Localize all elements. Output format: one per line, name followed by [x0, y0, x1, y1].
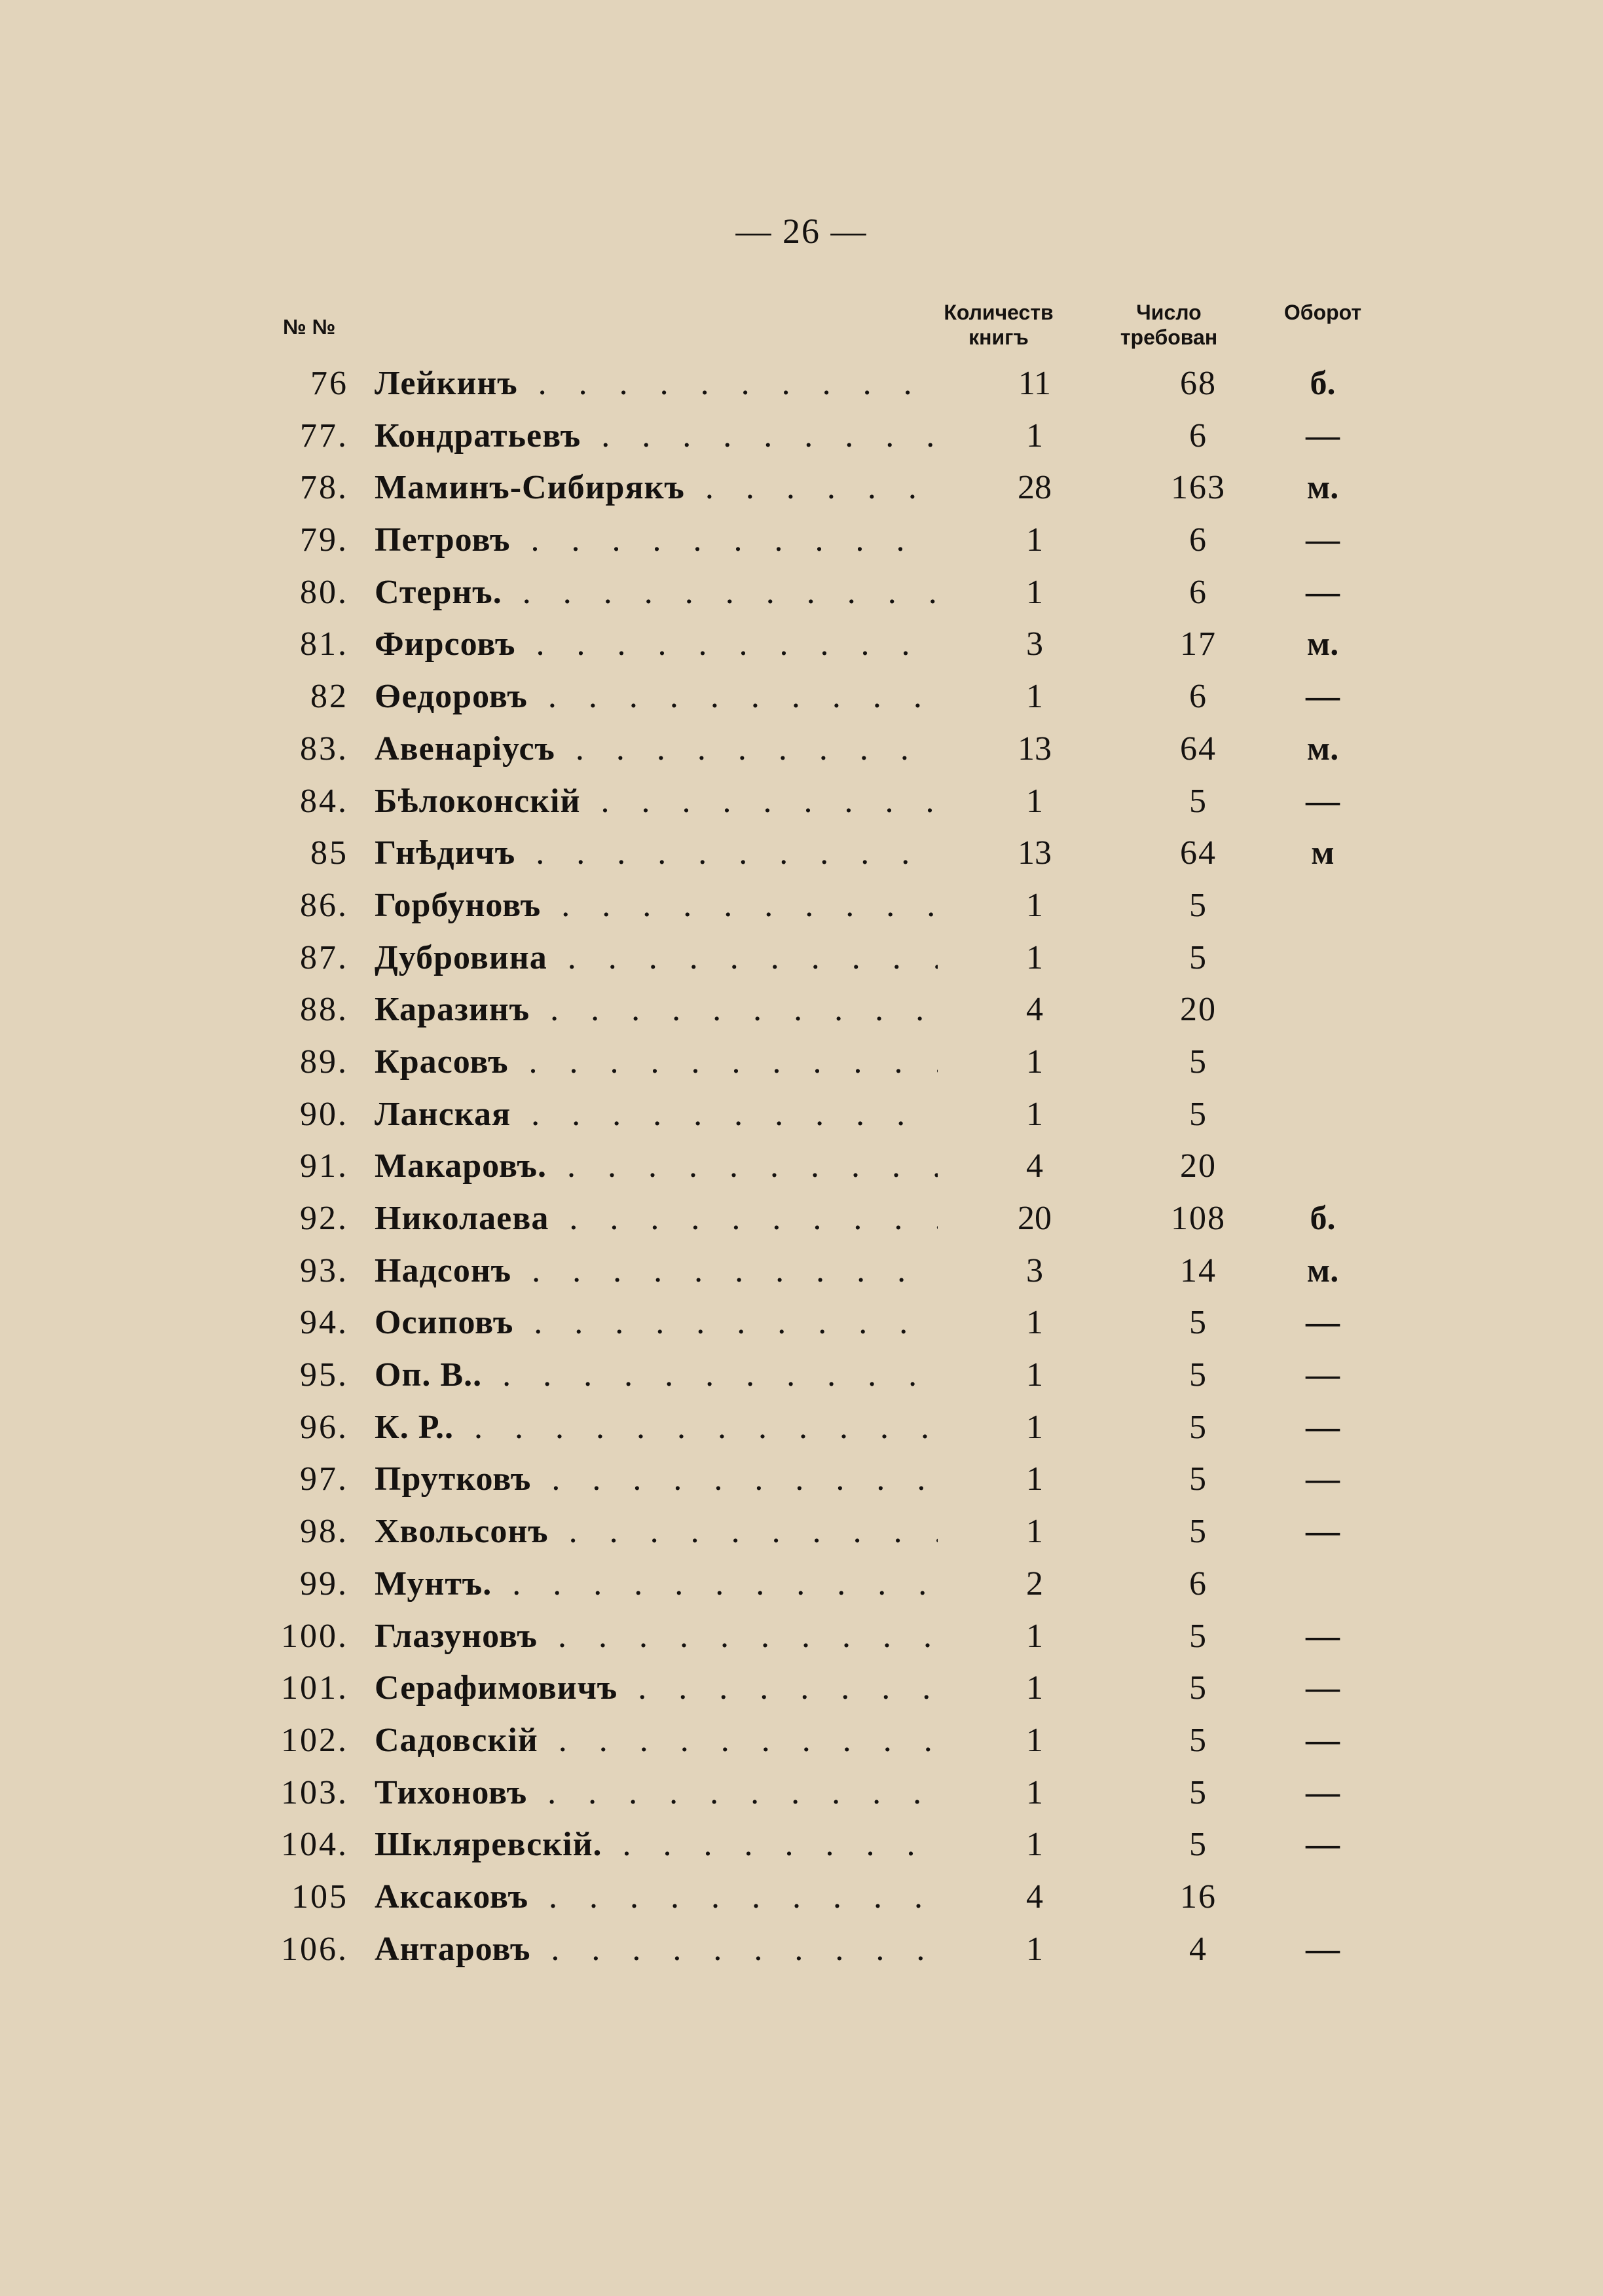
- author-name: Осиповъ . . .: [375, 1297, 938, 1349]
- book-count: 4: [1026, 1147, 1043, 1185]
- table-row: [0, 1297, 1603, 1349]
- table-row: [0, 1401, 1603, 1454]
- request-count: 5: [1189, 1617, 1207, 1655]
- entry-number: 102.: [281, 1721, 348, 1759]
- table-row: [0, 358, 1603, 410]
- turnover-mark: м.: [1306, 469, 1339, 507]
- turnover-mark: —: [1306, 1930, 1340, 1968]
- author-name: Глазуновъ . . .: [375, 1610, 938, 1663]
- entry-number: 76: [310, 365, 348, 402]
- author-name: К. Р.. . . .: [375, 1401, 938, 1454]
- author-name: Кондратьевъ . . .: [375, 410, 938, 462]
- book-count: 1: [1026, 1930, 1043, 1968]
- entry-number: 97.: [300, 1460, 348, 1498]
- table-row: [0, 514, 1603, 566]
- table-row: [0, 1036, 1603, 1088]
- entry-number: 101.: [281, 1669, 348, 1707]
- author-name: Өедоровъ . . .: [375, 671, 938, 723]
- entry-number: 93.: [300, 1251, 348, 1289]
- book-count: 1: [1026, 1669, 1043, 1707]
- author-name: Николаева . . .: [375, 1193, 938, 1245]
- author-name: Маминъ-Сибирякъ . . .: [375, 462, 938, 514]
- table-row: [0, 1140, 1603, 1193]
- entry-number: 89.: [300, 1043, 348, 1081]
- table-row: [0, 410, 1603, 462]
- request-count: 6: [1189, 573, 1207, 611]
- entry-number: 99.: [300, 1565, 348, 1602]
- entry-number: 106.: [281, 1930, 348, 1968]
- table-row: [0, 1767, 1603, 1819]
- turnover-mark: —: [1306, 1773, 1340, 1811]
- request-count: 5: [1189, 1773, 1207, 1811]
- table-row: [0, 462, 1603, 514]
- request-count: 20: [1180, 991, 1217, 1029]
- book-count: 1: [1026, 1408, 1043, 1446]
- table-row: [0, 1662, 1603, 1714]
- book-count: 11: [1018, 365, 1052, 402]
- request-count: 4: [1189, 1930, 1207, 1968]
- table-row: [0, 880, 1603, 932]
- turnover-mark: —: [1306, 1408, 1340, 1446]
- table-row: [0, 775, 1603, 828]
- author-name: Ланская . . .: [375, 1088, 938, 1141]
- table-row: [0, 1245, 1603, 1297]
- entry-number: 95.: [300, 1356, 348, 1394]
- entry-number: 94.: [300, 1304, 348, 1342]
- page-number: — 26 —: [735, 212, 868, 251]
- author-name: Бѣлоконскій . . .: [375, 775, 938, 828]
- table-row: [0, 1558, 1603, 1610]
- author-name: Садовскій . . .: [375, 1714, 938, 1767]
- request-count: 14: [1180, 1251, 1217, 1289]
- book-count: 1: [1026, 1460, 1043, 1498]
- table-row: [0, 827, 1603, 880]
- book-count: 1: [1026, 1043, 1043, 1081]
- request-count: 6: [1189, 1565, 1207, 1602]
- request-count: 6: [1189, 417, 1207, 454]
- entry-number: 82: [310, 678, 348, 716]
- book-count: 2: [1026, 1565, 1043, 1602]
- request-count: 5: [1189, 1095, 1207, 1133]
- turnover-mark: б.: [1310, 1200, 1336, 1237]
- author-name: Красовъ . . .: [375, 1036, 938, 1088]
- request-count: 5: [1189, 886, 1207, 924]
- request-count: 6: [1189, 678, 1207, 716]
- book-count: 1: [1026, 678, 1043, 716]
- turnover-mark: м.: [1306, 625, 1339, 663]
- book-count: 1: [1026, 1304, 1043, 1342]
- request-count: 5: [1189, 1669, 1207, 1707]
- author-name: Оп. В.. . . .: [375, 1349, 938, 1401]
- entry-number: 91.: [300, 1147, 348, 1185]
- entry-number: 98.: [300, 1513, 348, 1551]
- request-count: 6: [1189, 521, 1207, 559]
- request-count: 5: [1189, 1460, 1207, 1498]
- request-count: 5: [1189, 1408, 1207, 1446]
- table-row: [0, 1923, 1603, 1976]
- author-name: Гнѣдичъ . . .: [375, 827, 938, 880]
- book-count: 3: [1026, 1251, 1043, 1289]
- turnover-mark: —: [1306, 1721, 1340, 1759]
- author-name: Стернъ. . . .: [375, 566, 938, 619]
- author-name: Авенаріусъ . . .: [375, 723, 938, 775]
- request-count: 163: [1171, 469, 1226, 507]
- author-name: Шкляревскій. . . .: [375, 1819, 938, 1871]
- author-name: Мунтъ. . . .: [375, 1558, 938, 1610]
- entry-number: 81.: [300, 625, 348, 663]
- book-count: 20: [1018, 1200, 1052, 1237]
- turnover-mark: —: [1306, 1826, 1340, 1864]
- table-row: [0, 1819, 1603, 1871]
- entry-number: 105: [291, 1878, 348, 1916]
- table-row: [0, 932, 1603, 984]
- author-name: Надсонъ . . .: [375, 1245, 938, 1297]
- author-name: Аксаковъ . . .: [375, 1871, 938, 1923]
- book-count: 3: [1026, 625, 1043, 663]
- request-count: 5: [1189, 1043, 1207, 1081]
- turnover-mark: —: [1306, 678, 1340, 716]
- entry-number: 103.: [281, 1773, 348, 1811]
- book-count: 1: [1026, 886, 1043, 924]
- book-count: 1: [1026, 1773, 1043, 1811]
- request-count: 5: [1189, 1721, 1207, 1759]
- book-count: 1: [1026, 521, 1043, 559]
- request-count: 17: [1180, 625, 1217, 663]
- book-count: 13: [1018, 730, 1052, 768]
- book-count: 1: [1026, 1826, 1043, 1864]
- request-count: 5: [1189, 938, 1207, 976]
- request-count: 64: [1180, 834, 1217, 872]
- author-name: Фирсовъ . . .: [375, 618, 938, 671]
- author-name: Лейкинъ . . .: [375, 358, 938, 410]
- author-name: Серафимовичъ . . .: [375, 1662, 938, 1714]
- turnover-mark: м.: [1306, 1251, 1339, 1289]
- table-row: [0, 618, 1603, 671]
- table-row: [0, 1349, 1603, 1401]
- request-count: 108: [1171, 1200, 1226, 1237]
- table-row: [0, 566, 1603, 619]
- author-name: Макаровъ. . . .: [375, 1140, 938, 1193]
- book-count: 1: [1026, 1617, 1043, 1655]
- author-name: Хвольсонъ . . .: [375, 1506, 938, 1558]
- book-count: 1: [1026, 1095, 1043, 1133]
- turnover-mark: б.: [1310, 365, 1336, 402]
- entry-number: 87.: [300, 938, 348, 976]
- turnover-mark: —: [1306, 1460, 1340, 1498]
- table-row: [0, 1714, 1603, 1767]
- table-row: [0, 723, 1603, 775]
- header-request-count: Число требован: [1120, 301, 1218, 349]
- turnover-mark: —: [1306, 417, 1340, 454]
- entry-number: 84.: [300, 782, 348, 820]
- request-count: 5: [1189, 1513, 1207, 1551]
- entry-number: 79.: [300, 521, 348, 559]
- table-row: [0, 1506, 1603, 1558]
- entry-number: 78.: [300, 469, 348, 507]
- turnover-mark: —: [1306, 573, 1340, 611]
- entry-number: 92.: [300, 1200, 348, 1237]
- request-count: 68: [1180, 365, 1217, 402]
- header-turnover: Оборот: [1283, 301, 1362, 324]
- book-count: 1: [1026, 782, 1043, 820]
- entry-number: 88.: [300, 991, 348, 1029]
- author-name: Прутковъ . . .: [375, 1453, 938, 1506]
- request-count: 16: [1180, 1878, 1217, 1916]
- book-count: 1: [1026, 573, 1043, 611]
- author-name: Горбуновъ . . .: [375, 880, 938, 932]
- entry-number: 77.: [300, 417, 348, 454]
- entry-number: 100.: [281, 1617, 348, 1655]
- turnover-mark: м: [1311, 834, 1335, 872]
- table-header: [0, 300, 1603, 359]
- turnover-mark: —: [1306, 521, 1340, 559]
- turnover-mark: м.: [1306, 730, 1339, 768]
- request-count: 5: [1189, 1304, 1207, 1342]
- entry-number: 80.: [300, 573, 348, 611]
- table-row: [0, 1871, 1603, 1923]
- book-count: 28: [1018, 469, 1052, 507]
- entry-number: 83.: [300, 730, 348, 768]
- book-count: 1: [1026, 1513, 1043, 1551]
- header-book-count: Количеств книгъ: [944, 301, 1054, 349]
- book-count: 1: [1026, 938, 1043, 976]
- entry-number: 86.: [300, 886, 348, 924]
- table-row: [0, 1610, 1603, 1663]
- turnover-mark: —: [1306, 782, 1340, 820]
- entry-number: 96.: [300, 1408, 348, 1446]
- turnover-mark: —: [1306, 1617, 1340, 1655]
- turnover-mark: —: [1306, 1304, 1340, 1342]
- table-row: [0, 671, 1603, 723]
- table-row: [0, 1453, 1603, 1506]
- author-name: Тихоновъ . . .: [375, 1767, 938, 1819]
- request-count: 20: [1180, 1147, 1217, 1185]
- entry-number: 90.: [300, 1095, 348, 1133]
- author-name: Каразинъ . . .: [375, 984, 938, 1036]
- book-count: 4: [1026, 991, 1043, 1029]
- table-row: [0, 1193, 1603, 1245]
- book-count: 4: [1026, 1878, 1043, 1916]
- table-body: [0, 358, 1603, 1975]
- request-count: 5: [1189, 782, 1207, 820]
- author-name: Дубровина . . .: [375, 932, 938, 984]
- book-count: 1: [1026, 1356, 1043, 1394]
- turnover-mark: —: [1306, 1513, 1340, 1551]
- header-number: № №: [283, 315, 336, 339]
- table-row: [0, 1088, 1603, 1141]
- book-count: 1: [1026, 417, 1043, 454]
- entry-number: 104.: [281, 1826, 348, 1864]
- request-count: 5: [1189, 1356, 1207, 1394]
- book-count: 13: [1018, 834, 1052, 872]
- author-name: Петровъ . . .: [375, 514, 938, 566]
- book-count: 1: [1026, 1721, 1043, 1759]
- turnover-mark: —: [1306, 1356, 1340, 1394]
- table-row: [0, 984, 1603, 1036]
- request-count: 5: [1189, 1826, 1207, 1864]
- author-name: Антаровъ . . .: [375, 1923, 938, 1976]
- request-count: 64: [1180, 730, 1217, 768]
- turnover-mark: —: [1306, 1669, 1340, 1707]
- entry-number: 85: [310, 834, 348, 872]
